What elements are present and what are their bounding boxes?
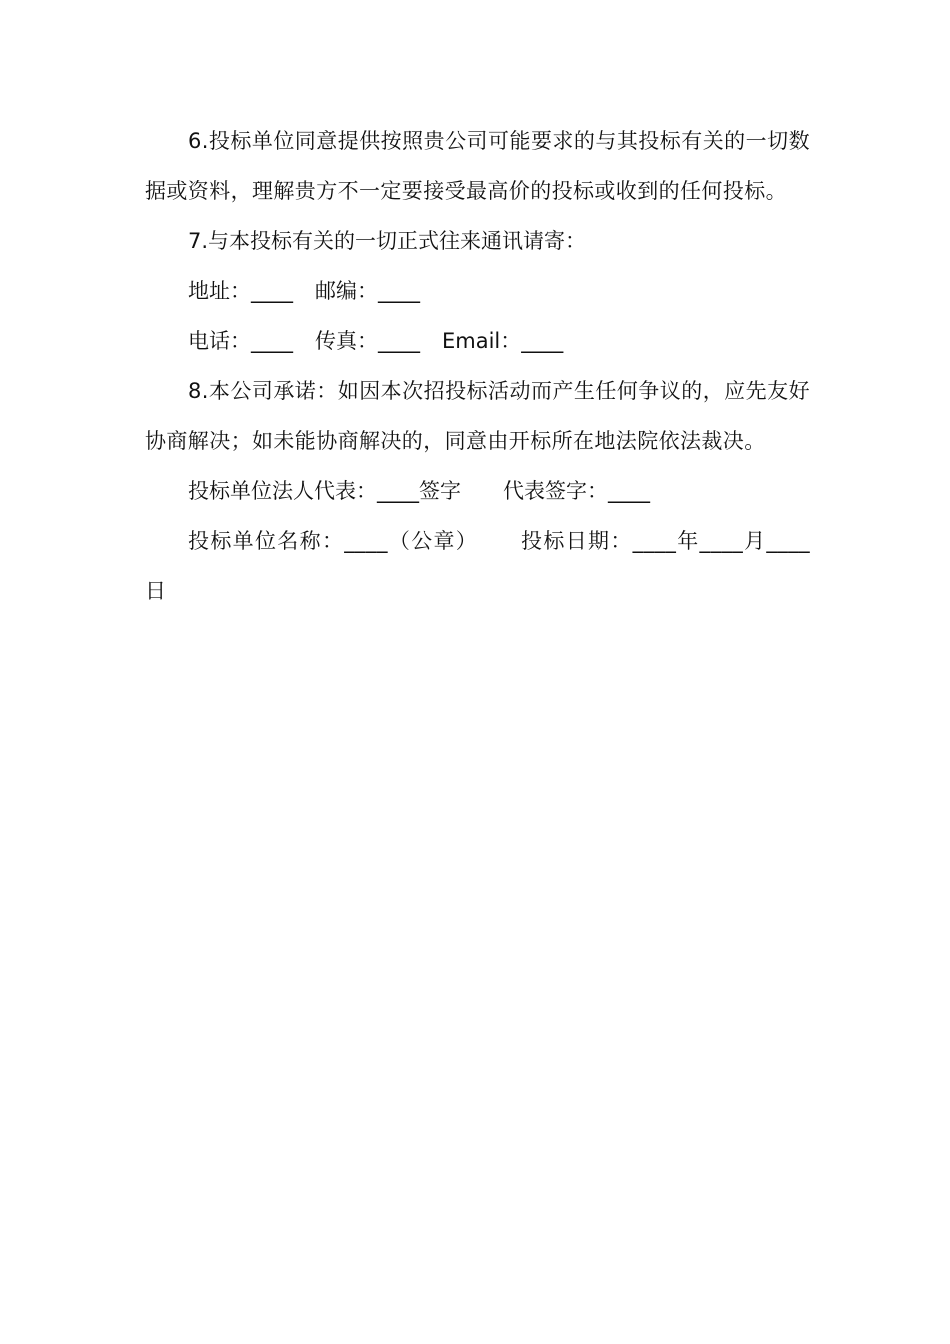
fax-field: 传真：____ bbox=[315, 329, 420, 353]
bid-date-field: 投标日期：____年____月____日 bbox=[145, 529, 810, 603]
contact-line bbox=[145, 316, 810, 366]
address-line bbox=[145, 266, 810, 316]
email-field: Email：____ bbox=[442, 329, 564, 353]
address-field: 地址：____ bbox=[188, 279, 293, 303]
company-name-field: 投标单位名称：____（公章） bbox=[188, 529, 479, 553]
clause-6: 6.投标单位同意提供按照贵公司可能要求的与其投标有关的一切数据或资料，理解贵方不一定要接受最高价的投标或收到的任何投标。 bbox=[145, 129, 810, 203]
phone-field: 电话：____ bbox=[188, 329, 293, 353]
clause-8: 8.本公司承诺：如因本次招投标活动而产生任何争议的，应先友好协商解决；如未能协商解决的，同意由开标所在地法院依法裁决。 bbox=[145, 379, 810, 453]
postcode-field: 邮编：____ bbox=[315, 279, 420, 303]
clause-7: 7.与本投标有关的一切正式往来通讯请寄： bbox=[188, 229, 587, 253]
document-body bbox=[145, 116, 810, 616]
company-date-line bbox=[145, 516, 810, 616]
legal-rep-field: 投标单位法人代表：____签字 bbox=[188, 479, 461, 503]
signature-line bbox=[145, 466, 810, 516]
rep-sign-field: 代表签字：____ bbox=[503, 479, 650, 503]
